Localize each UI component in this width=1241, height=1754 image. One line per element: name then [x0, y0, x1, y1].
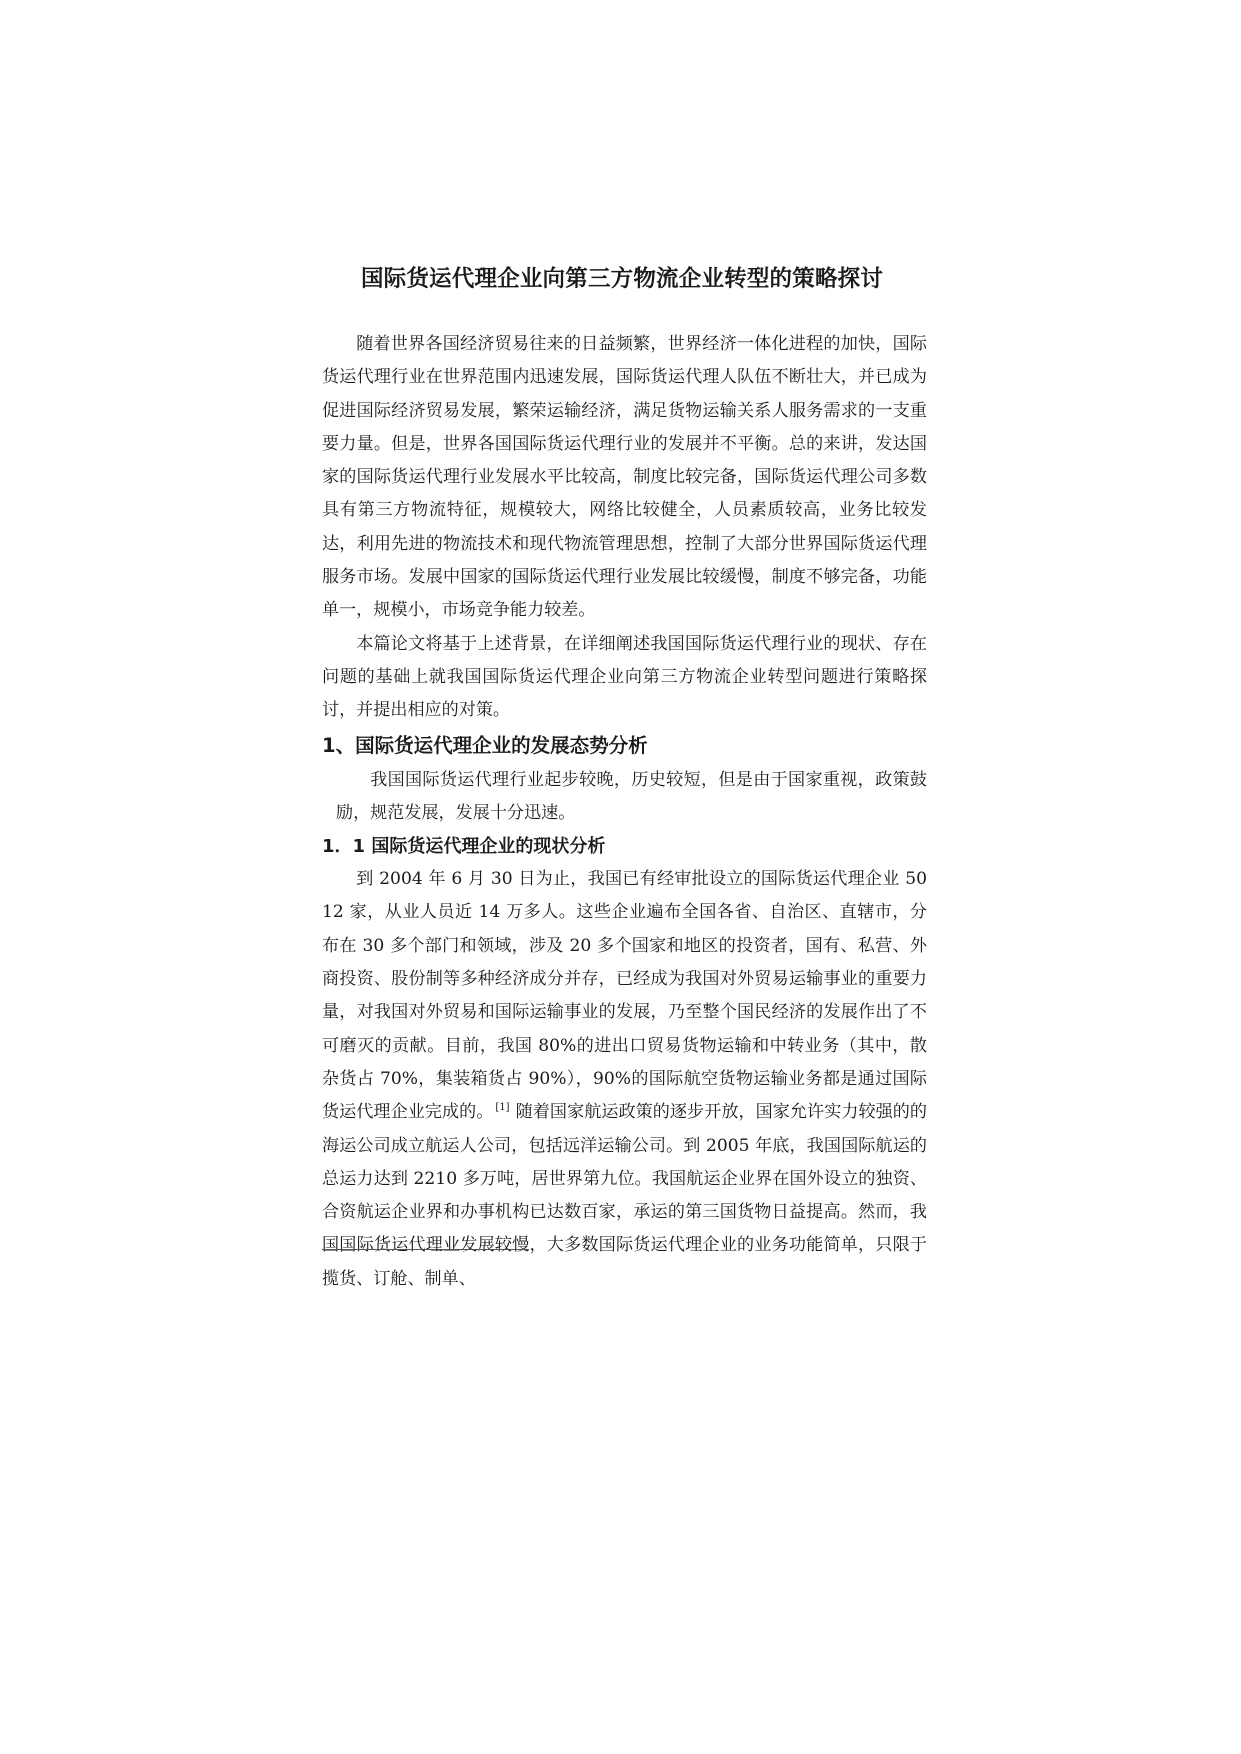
- section-1-1-paragraph: [322, 863, 927, 1296]
- section-1-1-text-before-citation: 到 2004 年 6 月 30 日为止，我国已有经审批设立的国际货运代理企业 5012 家，从业人员近 14 万多人。这些企业遍布全国各省、自治区、直辖市，分布在 30 多个部门和领域，涉及 20 多个国家和地区的投资者，国有、私营、外商投资、股份制等多种经济成分并存，已经成为我国对外贸易运输事业的重要力量，对我国对外贸易和国际运输事业的发展，乃至整个国民经济的发展作出了不可磨灭的贡献。目前，我国 80%的进出口贸易货物运输和中转业务（其中，散杂货占 70%，集装箱货占 90%），90%的国际航空货物运输业务都是通过国际货运代理企业完成的。: [322, 869, 927, 1123]
- citation-marker: [1]: [495, 1102, 510, 1114]
- intro-paragraph-1: 随着世界各国经济贸易往来的日益频繁，世界经济一体化进程的加快，国际货运代理行业在世界范围内迅速发展，国际货运代理人队伍不断壮大，并已成为促进国际经济贸易发展，繁荣运输经济，满足货物运输关系人服务需求的一支重要力量。但是，世界各国国际货运代理行业的发展并不平衡。总的来讲，发达国家的国际货运代理行业发展水平比较高，制度比较完备，国际货运代理公司多数具有第三方物流特征，规模较大，网络比较健全，人员素质较高，业务比较发达，利用先进的物流技术和现代物流管理思想，控制了大部分世界国际货运代理服务市场。发展中国家的国际货运代理行业发展比较缓慢，制度不够完备，功能单一，规模小，市场竞争能力较差。: [322, 334, 927, 621]
- section-1-1-text-after-citation: 随着国家航运政策的逐步开放，国家允许实力较强的的海运公司成立航运人公司，包括远洋运输公司。到 2005 年底，我国国际航运的总运力达到 2210 多万吨，居世界第九位。我国航运企业界在国外设立的独资、合资航运企业界和办事机构已达数百家，承运的第三国货物日益提高。然而，我国国际货运代理业发展较慢，大多数国际货运代理企业的业务功能简单，只限于揽货、订舱、制单、: [322, 1102, 927, 1289]
- footnote-separator: [322, 1249, 529, 1250]
- document-body: [322, 328, 927, 1296]
- section-1-heading: 1、国际货运代理企业的发展态势分析: [322, 733, 648, 757]
- intro-paragraph-2: 本篇论文将基于上述背景，在详细阐述我国国际货运代理行业的现状、存在问题的基础上就我国国际货运代理企业向第三方物流企业转型问题进行策略探讨，并提出相应的对策。: [322, 633, 927, 721]
- section-1-1-heading: 1．1 国际货运代理企业的现状分析: [322, 836, 606, 858]
- document-title: 国际货运代理企业向第三方物流企业转型的策略探讨: [360, 266, 884, 292]
- section-1-paragraph: 我国国际货运代理行业起步较晚，历史较短，但是由于国家重视，政策鼓励，规范发展，发展十分迅速。: [336, 769, 927, 823]
